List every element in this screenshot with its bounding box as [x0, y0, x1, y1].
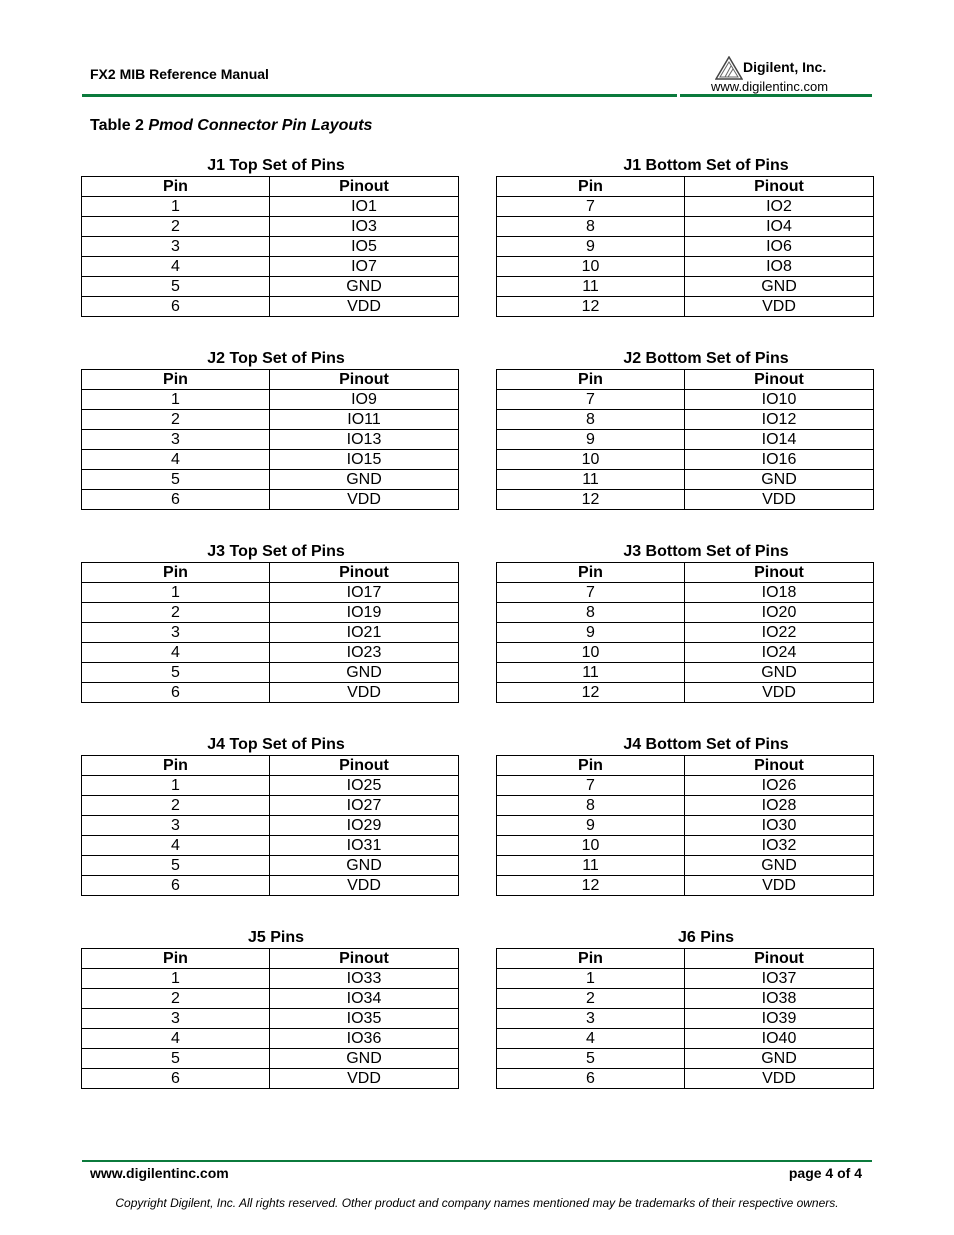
pin-table-title-text: J3 Bottom Set of Pins — [623, 543, 789, 560]
pin-table-block — [496, 156, 873, 349]
pin-number-cell: 2 — [82, 603, 270, 623]
column-header-pinout: Pinout — [685, 177, 874, 197]
pin-number-cell: 3 — [82, 623, 270, 643]
pin-number-cell: 6 — [82, 1069, 270, 1089]
pin-number-cell: 10 — [497, 836, 685, 856]
column-header-pinout: Pinout — [685, 949, 874, 969]
copyright-notice: Copyright Digilent, Inc. All rights reserved. Other product and company names mentioned may be trademarks of their respective owners. — [115, 1196, 839, 1210]
pinout-cell: IO11 — [270, 410, 459, 430]
table-header-row — [497, 756, 874, 776]
pin-table-title-text: J3 Top Set of Pins — [207, 543, 345, 560]
pin-number-cell: 2 — [82, 989, 270, 1009]
table-row — [497, 876, 874, 896]
pinout-cell: IO13 — [270, 430, 459, 450]
pin-number-cell: 4 — [82, 1029, 270, 1049]
pinout-cell: VDD — [270, 876, 459, 896]
pinout-cell: GND — [270, 663, 459, 683]
table-row — [497, 430, 874, 450]
column-header-pinout: Pinout — [270, 177, 459, 197]
pin-table — [81, 562, 459, 703]
table-row — [82, 969, 459, 989]
pin-number-cell: 12 — [497, 297, 685, 317]
brand-name: Digilent, Inc. — [743, 59, 827, 75]
table-caption — [90, 117, 372, 135]
table-row — [497, 796, 874, 816]
pin-number-cell: 9 — [497, 816, 685, 836]
pin-number-cell: 8 — [497, 796, 685, 816]
pin-table-title — [496, 542, 873, 562]
pinout-cell: GND — [270, 1049, 459, 1069]
pin-table-block — [496, 542, 873, 735]
column-header-pin: Pin — [82, 370, 270, 390]
pin-number-cell: 5 — [82, 663, 270, 683]
pin-number-cell: 3 — [82, 237, 270, 257]
table-row — [82, 1049, 459, 1069]
table-row — [497, 1049, 874, 1069]
pin-number-cell: 3 — [82, 1009, 270, 1029]
pin-table — [496, 755, 874, 896]
pin-number-cell: 7 — [497, 776, 685, 796]
pin-table-title — [81, 928, 458, 948]
pinout-cell: IO30 — [685, 816, 874, 836]
pin-number-cell: 8 — [497, 603, 685, 623]
table-row — [497, 1029, 874, 1049]
pinout-cell: IO32 — [685, 836, 874, 856]
pin-number-cell: 10 — [497, 257, 685, 277]
table-row — [497, 643, 874, 663]
pinout-cell: IO27 — [270, 796, 459, 816]
pin-table-title-text: J5 Pins — [247, 929, 305, 946]
table-row — [497, 277, 874, 297]
table-row — [497, 470, 874, 490]
table-row — [82, 237, 459, 257]
table-row — [82, 836, 459, 856]
pinout-cell: IO8 — [685, 257, 874, 277]
header-rule-right — [680, 94, 872, 97]
pin-number-cell: 2 — [82, 796, 270, 816]
pin-number-cell: 6 — [82, 490, 270, 510]
pin-number-cell: 5 — [82, 1049, 270, 1069]
table-row — [497, 450, 874, 470]
brand-url: www.digilentinc.com — [711, 79, 829, 94]
pin-number-cell: 4 — [82, 643, 270, 663]
pin-number-cell: 7 — [497, 390, 685, 410]
table-row — [497, 390, 874, 410]
pin-table-block — [81, 928, 458, 1121]
pin-number-cell: 4 — [497, 1029, 685, 1049]
pin-table-block — [496, 349, 873, 542]
pin-table-title — [496, 156, 873, 176]
table-header-row — [497, 177, 874, 197]
column-header-pinout: Pinout — [270, 756, 459, 776]
column-header-pinout: Pinout — [270, 949, 459, 969]
table-row — [497, 856, 874, 876]
table-header-row — [82, 370, 459, 390]
pinout-cell: GND — [270, 856, 459, 876]
pinout-cell: IO7 — [270, 257, 459, 277]
pin-table-block — [496, 928, 873, 1121]
table-row — [82, 1029, 459, 1049]
pin-number-cell: 9 — [497, 237, 685, 257]
pin-number-cell: 1 — [82, 197, 270, 217]
pinout-cell: IO21 — [270, 623, 459, 643]
pinout-cell: IO9 — [270, 390, 459, 410]
pin-number-cell: 6 — [497, 1069, 685, 1089]
pin-number-cell: 2 — [82, 410, 270, 430]
table-row — [82, 816, 459, 836]
pin-table-title-text: J2 Top Set of Pins — [207, 350, 345, 367]
pin-table-title — [496, 735, 873, 755]
pin-number-cell: 12 — [497, 490, 685, 510]
table-row — [497, 683, 874, 703]
column-header-pin: Pin — [497, 756, 685, 776]
table-row — [82, 856, 459, 876]
pinout-cell: IO17 — [270, 583, 459, 603]
table-row — [497, 836, 874, 856]
pinout-cell: IO31 — [270, 836, 459, 856]
table-row — [82, 197, 459, 217]
pin-number-cell: 7 — [497, 583, 685, 603]
column-header-pin: Pin — [497, 370, 685, 390]
pin-number-cell: 10 — [497, 450, 685, 470]
pin-number-cell: 4 — [82, 836, 270, 856]
table-row — [497, 217, 874, 237]
pin-number-cell: 1 — [82, 776, 270, 796]
pin-number-cell: 6 — [82, 297, 270, 317]
pin-table — [496, 948, 874, 1089]
pin-number-cell: 5 — [82, 856, 270, 876]
pin-table-title-text: J2 Bottom Set of Pins — [623, 350, 789, 367]
page-number: page 4 of 4 — [788, 1165, 862, 1181]
pin-table — [496, 369, 874, 510]
pin-tables-grid — [81, 156, 873, 1121]
table-row — [82, 257, 459, 277]
pin-number-cell: 11 — [497, 856, 685, 876]
pin-number-cell: 11 — [497, 277, 685, 297]
pin-number-cell: 6 — [82, 683, 270, 703]
pin-table-title — [81, 735, 458, 755]
pinout-cell: GND — [685, 1049, 874, 1069]
pinout-cell: GND — [685, 856, 874, 876]
pinout-cell: IO28 — [685, 796, 874, 816]
pin-table-title-text: J1 Bottom Set of Pins — [623, 157, 789, 174]
pin-table-title — [81, 349, 458, 369]
column-header-pinout: Pinout — [270, 370, 459, 390]
table-row — [82, 989, 459, 1009]
pin-number-cell: 8 — [497, 217, 685, 237]
table-row — [82, 390, 459, 410]
pinout-cell: VDD — [270, 1069, 459, 1089]
pin-number-cell: 12 — [497, 683, 685, 703]
pin-table — [496, 562, 874, 703]
column-header-pin: Pin — [497, 949, 685, 969]
table-row — [82, 430, 459, 450]
pin-number-cell: 8 — [497, 410, 685, 430]
pin-number-cell: 3 — [497, 1009, 685, 1029]
pinout-cell: IO29 — [270, 816, 459, 836]
pin-table — [81, 369, 459, 510]
table-row — [82, 663, 459, 683]
pinout-cell: IO12 — [685, 410, 874, 430]
table-row — [82, 643, 459, 663]
table-row — [82, 1069, 459, 1089]
pin-table-title — [496, 928, 873, 948]
pinout-cell: IO2 — [685, 197, 874, 217]
pinout-cell: IO6 — [685, 237, 874, 257]
caption-label: Table 2 — [90, 117, 144, 134]
column-header-pinout: Pinout — [685, 370, 874, 390]
document-title: FX2 MIB Reference Manual — [90, 66, 269, 82]
pin-table-title-text: J1 Top Set of Pins — [207, 157, 345, 174]
pin-number-cell: 1 — [497, 969, 685, 989]
pin-table — [81, 176, 459, 317]
pin-number-cell: 12 — [497, 876, 685, 896]
pin-number-cell: 4 — [82, 450, 270, 470]
pin-table-block — [81, 735, 458, 928]
pin-table-title — [81, 156, 458, 176]
column-header-pinout: Pinout — [685, 563, 874, 583]
column-header-pin: Pin — [497, 177, 685, 197]
pin-number-cell: 1 — [82, 583, 270, 603]
table-header-row — [82, 177, 459, 197]
table-row — [497, 663, 874, 683]
table-header-row — [497, 563, 874, 583]
table-row — [82, 490, 459, 510]
pinout-cell: GND — [270, 277, 459, 297]
table-row — [497, 776, 874, 796]
table-row — [497, 1009, 874, 1029]
pinout-cell: GND — [270, 470, 459, 490]
pinout-cell: IO4 — [685, 217, 874, 237]
column-header-pin: Pin — [82, 177, 270, 197]
table-row — [82, 603, 459, 623]
pinout-cell: IO18 — [685, 583, 874, 603]
pinout-cell: IO16 — [685, 450, 874, 470]
pin-number-cell: 1 — [82, 969, 270, 989]
table-row — [497, 623, 874, 643]
table-row — [497, 410, 874, 430]
table-header-row — [82, 756, 459, 776]
table-header-row — [82, 563, 459, 583]
pinout-cell: VDD — [270, 297, 459, 317]
pin-number-cell: 3 — [82, 430, 270, 450]
column-header-pin: Pin — [497, 563, 685, 583]
pinout-cell: IO26 — [685, 776, 874, 796]
table-row — [82, 776, 459, 796]
pinout-cell: IO25 — [270, 776, 459, 796]
pinout-cell: VDD — [685, 1069, 874, 1089]
pin-number-cell: 7 — [497, 197, 685, 217]
pinout-cell: IO36 — [270, 1029, 459, 1049]
pinout-cell: VDD — [270, 490, 459, 510]
column-header-pinout: Pinout — [685, 756, 874, 776]
pinout-cell: IO33 — [270, 969, 459, 989]
pin-number-cell: 11 — [497, 470, 685, 490]
pinout-cell: VDD — [685, 297, 874, 317]
pinout-cell: IO5 — [270, 237, 459, 257]
pinout-cell: IO39 — [685, 1009, 874, 1029]
table-row — [82, 410, 459, 430]
table-row — [82, 623, 459, 643]
table-row — [82, 217, 459, 237]
table-row — [82, 1009, 459, 1029]
table-header-row — [497, 949, 874, 969]
column-header-pin: Pin — [82, 756, 270, 776]
table-row — [82, 876, 459, 896]
table-row — [82, 470, 459, 490]
footer-rule — [82, 1160, 872, 1162]
pin-table-block — [496, 735, 873, 928]
table-header-row — [82, 949, 459, 969]
table-row — [497, 237, 874, 257]
pin-table-title-text: J4 Top Set of Pins — [207, 736, 345, 753]
pin-table — [81, 755, 459, 896]
column-header-pin: Pin — [82, 563, 270, 583]
pin-number-cell: 6 — [82, 876, 270, 896]
pin-number-cell: 5 — [497, 1049, 685, 1069]
table-row — [497, 197, 874, 217]
pinout-cell: IO40 — [685, 1029, 874, 1049]
table-row — [497, 816, 874, 836]
pin-number-cell: 10 — [497, 643, 685, 663]
pinout-cell: IO37 — [685, 969, 874, 989]
pin-table-title — [81, 542, 458, 562]
pinout-cell: IO35 — [270, 1009, 459, 1029]
footer-url: www.digilentinc.com — [90, 1165, 229, 1181]
table-row — [82, 583, 459, 603]
pinout-cell: IO20 — [685, 603, 874, 623]
pinout-cell: VDD — [270, 683, 459, 703]
pin-table — [496, 176, 874, 317]
table-row — [497, 969, 874, 989]
pin-table-title-text: J6 Pins — [677, 929, 735, 946]
table-row — [82, 297, 459, 317]
pin-number-cell: 9 — [497, 623, 685, 643]
table-row — [82, 796, 459, 816]
pin-number-cell: 5 — [82, 277, 270, 297]
pinout-cell: GND — [685, 277, 874, 297]
table-row — [82, 450, 459, 470]
table-row — [82, 683, 459, 703]
caption-title: Pmod Connector Pin Layouts — [148, 117, 373, 134]
table-row — [497, 1069, 874, 1089]
column-header-pin: Pin — [82, 949, 270, 969]
digilent-triangle-logo-icon — [715, 56, 743, 80]
pin-number-cell: 4 — [82, 257, 270, 277]
pinout-cell: IO24 — [685, 643, 874, 663]
pin-table-block — [81, 349, 458, 542]
column-header-pinout: Pinout — [270, 563, 459, 583]
pinout-cell: IO3 — [270, 217, 459, 237]
pinout-cell: VDD — [685, 683, 874, 703]
pinout-cell: GND — [685, 663, 874, 683]
table-row — [497, 257, 874, 277]
pin-table — [81, 948, 459, 1089]
pin-table-title-text: J4 Bottom Set of Pins — [623, 736, 789, 753]
pin-number-cell: 9 — [497, 430, 685, 450]
pin-number-cell: 3 — [82, 816, 270, 836]
table-row — [82, 277, 459, 297]
pin-number-cell: 11 — [497, 663, 685, 683]
pin-number-cell: 2 — [497, 989, 685, 1009]
table-row — [497, 490, 874, 510]
pinout-cell: IO10 — [685, 390, 874, 410]
pin-table-title — [496, 349, 873, 369]
table-row — [497, 603, 874, 623]
table-header-row — [497, 370, 874, 390]
pin-number-cell: 1 — [82, 390, 270, 410]
pinout-cell: IO1 — [270, 197, 459, 217]
pinout-cell: IO38 — [685, 989, 874, 1009]
pin-number-cell: 5 — [82, 470, 270, 490]
pin-table-block — [81, 156, 458, 349]
pinout-cell: VDD — [685, 876, 874, 896]
pinout-cell: IO19 — [270, 603, 459, 623]
table-row — [497, 583, 874, 603]
pinout-cell: VDD — [685, 490, 874, 510]
pinout-cell: IO22 — [685, 623, 874, 643]
pin-table-block — [81, 542, 458, 735]
pinout-cell: IO34 — [270, 989, 459, 1009]
pinout-cell: IO15 — [270, 450, 459, 470]
pinout-cell: GND — [685, 470, 874, 490]
header-rule-left — [82, 94, 677, 97]
table-row — [497, 297, 874, 317]
table-row — [497, 989, 874, 1009]
pinout-cell: IO23 — [270, 643, 459, 663]
pin-number-cell: 2 — [82, 217, 270, 237]
pinout-cell: IO14 — [685, 430, 874, 450]
